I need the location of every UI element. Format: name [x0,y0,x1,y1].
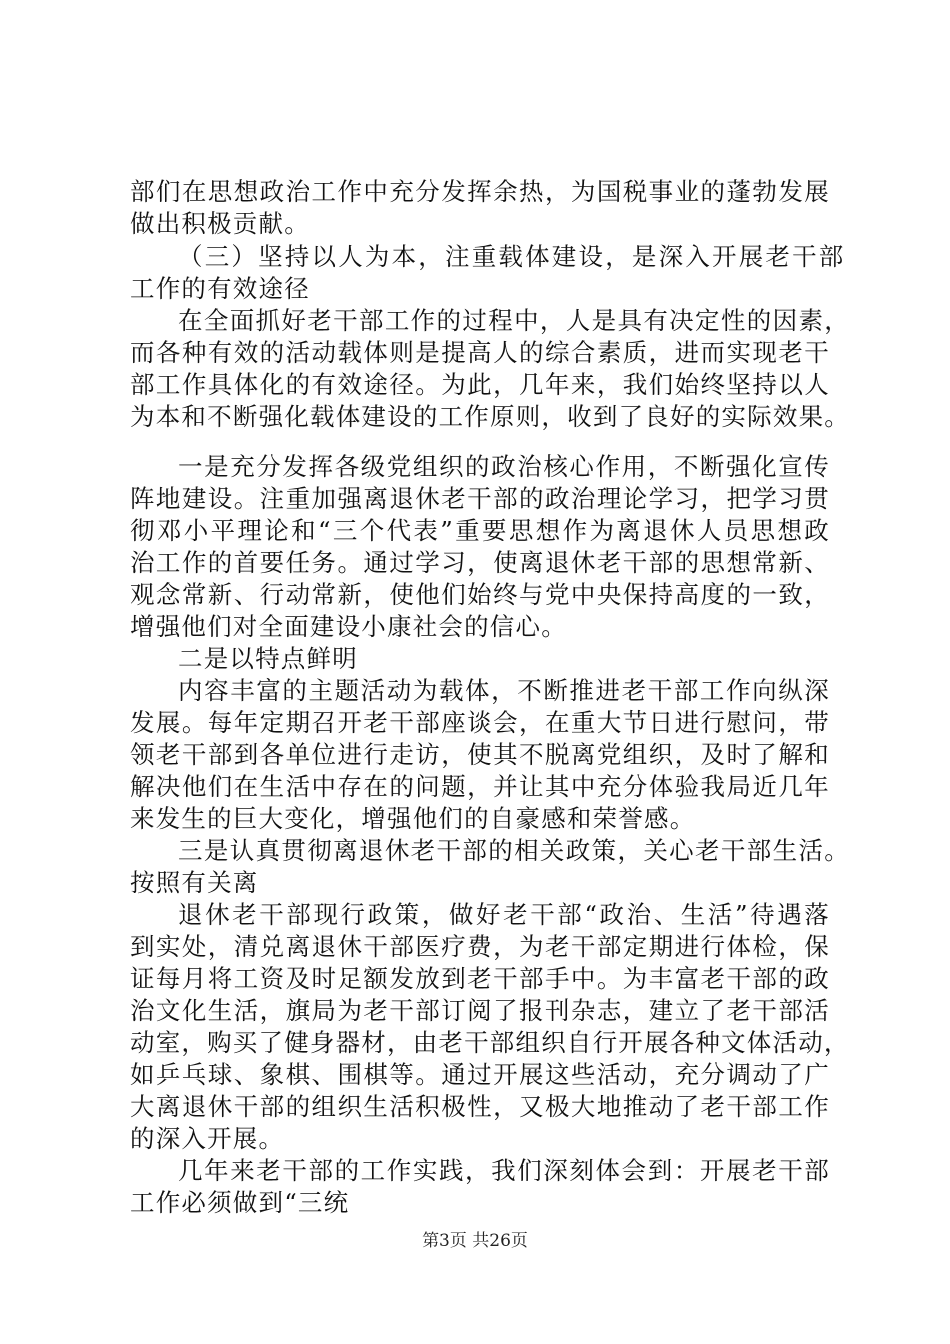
body-text-line: 而各种有效的活动载体则是提高人的综合素质，进而实现老干 [130,338,830,367]
body-text-line: 工作必须做到“三统 [130,1188,350,1217]
section-heading-line: （三）坚持以人为本，注重载体建设，是深入开展老干部 [178,242,846,271]
body-text-line: 来发生的巨大变化，增强他们的自豪感和荣誉感。 [130,804,696,833]
body-text-line: 观念常新、行动常新，使他们始终与党中央保持高度的一致， [130,580,830,609]
body-text-line: 到实处，清兑离退休干部医疗费，为老干部定期进行体检，保 [130,932,830,961]
body-text-line: 按照有关离 [130,868,259,897]
body-text-line: 内容丰富的主题活动为载体，不断推进老干部工作向纵深 [178,676,830,705]
body-text-line: 彻邓小平理论和“三个代表”重要思想作为离退休人员思想政 [130,516,830,545]
body-text-line: 部们在思想政治工作中充分发挥余热，为国税事业的蓬勃发展 [130,177,830,206]
body-text-line: 几年来老干部的工作实践，我们深刻体会到：开展老干部 [178,1156,830,1185]
body-text-line: 发展。每年定期召开老干部座谈会，在重大节日进行慰问，带 [130,708,830,737]
body-text-line: 退休老干部现行政策，做好老干部“政治、生活”待遇落 [178,900,830,929]
body-text-line: 二是以特点鲜明 [178,644,358,673]
body-text-line: 领老干部到各单位进行走访，使其不脱离党组织，及时了解和 [130,740,830,769]
page-number-footer: 第3页 共26页 [422,1231,528,1251]
body-text-line: 解决他们在生活中存在的问题，并让其中充分体验我局近几年 [130,772,830,801]
body-text-line: 做出积极贡献。 [130,209,310,238]
body-text-line: 治工作的首要任务。通过学习，使离退休老干部的思想常新、 [130,548,830,577]
body-text-line: 阵地建设。注重加强离退休老干部的政治理论学习，把学习贯 [130,484,830,513]
body-text-line: 为本和不断强化载体建设的工作原则，收到了良好的实际效果。 [130,402,850,431]
body-text-line: 证每月将工资及时足额发放到老干部手中。为丰富老干部的政 [130,964,830,993]
section-heading-line: 工作的有效途径 [130,274,310,303]
body-text-line: 动室，购买了健身器材，由老干部组织自行开展各种文体活动， [130,1028,850,1057]
body-text-line: 的深入开展。 [130,1124,285,1153]
body-text-line: 大离退休干部的组织生活积极性，又极大地推动了老干部工作 [130,1092,830,1121]
body-text-line: 在全面抓好老干部工作的过程中，人是具有决定性的因素， [178,306,850,335]
body-text-line: 三是认真贯彻离退休老干部的相关政策，关心老干部生活。 [178,836,850,865]
body-text-line: 如乒乓球、象棋、围棋等。通过开展这些活动，充分调动了广 [130,1060,830,1089]
body-text-line: 增强他们对全面建设小康社会的信心。 [130,612,567,641]
body-text-line: 一是充分发挥各级党组织的政治核心作用，不断强化宣传 [178,452,830,481]
body-text-line: 治文化生活，旗局为老干部订阅了报刊杂志，建立了老干部活 [130,996,830,1025]
body-text-line: 部工作具体化的有效途径。为此，几年来，我们始终坚持以人 [130,370,830,399]
